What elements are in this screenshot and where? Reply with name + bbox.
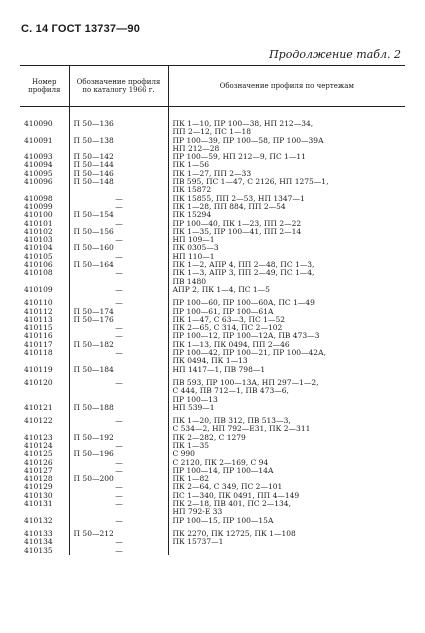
table-row	[20, 538, 405, 546]
drawing-designation-cell	[168, 178, 405, 195]
drawing-designation-cell	[168, 286, 405, 294]
catalog-designation-cell: П 50—212	[69, 525, 168, 538]
drawing-designation-cell	[168, 203, 405, 211]
drawing-designation-cell	[168, 244, 405, 252]
profile-number-cell: 410132	[24, 516, 53, 525]
drawing-designation-cell	[168, 332, 405, 340]
drawing-designation-cell	[168, 294, 405, 307]
table-row	[20, 153, 405, 161]
catalog-designation-cell: —	[69, 220, 168, 228]
table-row	[20, 203, 405, 211]
drawing-designation-line: ПС 1—340, ПК 0491, ПП 4—149	[172, 491, 300, 500]
drawing-designation-line: НП 792-Е 33	[172, 507, 223, 517]
catalog-designation-cell: П 50—146	[69, 170, 168, 178]
catalog-designation-cell: П 50—144	[69, 161, 168, 169]
catalog-designation-cell: П 50—174	[69, 308, 168, 316]
drawing-designation-cell	[168, 412, 405, 434]
drawing-designation-line: ПВ 595, ПС 1—47, С 2126, НП 1275—1,	[172, 178, 329, 187]
drawing-designation-cell	[168, 308, 405, 316]
table-row	[20, 107, 405, 137]
table-row	[20, 459, 405, 467]
drawing-designation-cell	[168, 153, 405, 161]
catalog-designation-cell: П 50—182	[69, 341, 168, 349]
catalog-designation-cell: П 50—136	[69, 107, 168, 137]
catalog-designation-cell: —	[69, 442, 168, 450]
drawing-designation-line: ПК 1—35	[172, 441, 210, 450]
drawing-designation-line: ПВ 1480	[172, 276, 207, 286]
drawing-designation-line: ПК 1—82	[172, 475, 210, 484]
drawing-designation-line: ПК 2—282, С 1279	[172, 433, 246, 442]
catalog-designation-cell: —	[69, 492, 168, 500]
profile-number-cell: 410090	[24, 119, 53, 128]
drawing-designation-line: ПК 2—18, ПВ 401, ПС 2—134,	[172, 500, 291, 509]
drawing-designation-line: ПК 0494, ПК 1—13	[172, 356, 248, 366]
table-row	[20, 269, 405, 286]
drawing-designation-cell	[168, 170, 405, 178]
profile-number-cell: 410105	[24, 252, 53, 261]
profile-number-cell: 410128	[24, 475, 53, 484]
table-row	[20, 475, 405, 483]
drawing-designation-line: ПК 15737—1	[172, 538, 224, 547]
profile-number-cell: 410099	[24, 202, 53, 211]
drawing-designation-cell	[168, 161, 405, 169]
table-row	[20, 220, 405, 228]
catalog-designation-cell: П 50—188	[69, 404, 168, 412]
drawing-designation-cell	[168, 442, 405, 450]
profile-number-cell: 410124	[24, 441, 53, 450]
drawing-designation-cell	[168, 525, 405, 538]
profile-number-cell: 410125	[24, 450, 53, 459]
drawing-designation-cell	[168, 475, 405, 483]
profile-number-cell: 410133	[24, 528, 53, 538]
drawing-designation-cell	[168, 492, 405, 500]
table-row	[20, 236, 405, 244]
profile-number-cell: 410108	[24, 269, 53, 278]
profile-number-cell: 410095	[24, 169, 53, 178]
profile-number-cell: 410093	[24, 153, 53, 162]
catalog-designation-cell: —	[69, 349, 168, 366]
catalog-designation-cell: —	[69, 294, 168, 307]
profile-number-cell: 410134	[24, 538, 53, 547]
profile-number-cell: 410100	[24, 211, 53, 220]
table-row	[20, 178, 405, 195]
drawing-designation-line: АПР 2, ПК 1—4, ПС 1—5	[172, 285, 270, 294]
drawing-designation-cell	[168, 467, 405, 475]
catalog-designation-cell: —	[69, 253, 168, 261]
drawing-designation-cell	[168, 374, 405, 404]
catalog-designation-cell: —	[69, 236, 168, 244]
catalog-designation-cell: —	[69, 324, 168, 332]
drawing-designation-cell	[168, 349, 405, 366]
catalog-designation-cell: —	[69, 500, 168, 517]
table-row	[20, 467, 405, 475]
column-header-drawing-designation: Обозначение профиля по чертежам	[168, 66, 405, 107]
profile-number-cell: 410110	[24, 298, 53, 308]
column-header-profile-number: Номер профиля	[20, 66, 69, 107]
table-row	[20, 286, 405, 294]
drawing-designation-line: ПК 1—2, АПР 4, ПП 2—48, ПС 1—3,	[172, 261, 315, 270]
drawing-designation-line: ПК 2—65, С 314, ПС 2—102	[172, 324, 283, 333]
table-row	[20, 349, 405, 366]
catalog-designation-cell: П 50—192	[69, 434, 168, 442]
table-row	[20, 492, 405, 500]
drawing-designation-line: ПР 100—59, НП 212—9, ПС 1—11	[172, 153, 306, 162]
table-row	[20, 324, 405, 332]
drawing-designation-line: ПК 1—3, АПР 3, ПП 2—49, ПС 1—4,	[172, 269, 315, 278]
drawing-designation-cell	[168, 341, 405, 349]
drawing-designation-line: НП 109—1	[172, 236, 215, 245]
drawing-designation-line: ПК 1—10, ПР 100—38, НП 212—34,	[172, 119, 314, 128]
catalog-designation-cell: П 50—154	[69, 211, 168, 219]
catalog-designation-cell: П 50—156	[69, 228, 168, 236]
profile-number-cell: 410112	[24, 307, 53, 316]
catalog-designation-cell: —	[69, 269, 168, 286]
profile-number-cell: 410118	[24, 349, 53, 358]
profile-number-cell: 410122	[24, 416, 53, 426]
profile-number-cell: 410129	[24, 483, 53, 492]
table-row	[20, 316, 405, 324]
profile-number-cell: 410116	[24, 332, 53, 341]
table-row	[20, 483, 405, 491]
table-row	[20, 195, 405, 203]
table-row	[20, 261, 405, 269]
table-row	[20, 253, 405, 261]
drawing-designation-cell	[168, 220, 405, 228]
table-row	[20, 170, 405, 178]
drawing-designation-cell	[168, 366, 405, 374]
catalog-designation-cell: —	[69, 538, 168, 546]
drawing-designation-line: С 990	[172, 450, 195, 459]
catalog-designation-cell: —	[69, 286, 168, 294]
profile-number-cell: 410121	[24, 403, 53, 412]
page-header: С. 14 ГОСТ 13737—90	[21, 23, 141, 35]
drawing-designation-line: ПК 1—20, ПВ 312, ПВ 513—3,	[172, 416, 291, 426]
drawing-designation-line: ПК 1—47, С 63—3, ПС 1—52	[172, 315, 285, 324]
table-body	[20, 107, 405, 555]
profile-number-cell: 410104	[24, 244, 53, 253]
drawing-designation-cell	[168, 228, 405, 236]
table-row	[20, 137, 405, 154]
table-row	[20, 374, 405, 404]
profile-table	[20, 65, 405, 555]
drawing-designation-cell	[168, 253, 405, 261]
profile-number-cell: 410123	[24, 433, 53, 442]
table-row	[20, 308, 405, 316]
drawing-designation-cell	[168, 107, 405, 137]
drawing-designation-cell	[168, 404, 405, 412]
drawing-designation-cell	[168, 269, 405, 286]
drawing-designation-cell	[168, 195, 405, 203]
catalog-designation-cell: —	[69, 374, 168, 404]
drawing-designation-cell	[168, 483, 405, 491]
catalog-designation-cell: П 50—200	[69, 475, 168, 483]
drawing-designation-line: ПК 1—13, ПК 0494, ПП 2—46	[172, 340, 290, 349]
drawing-designation-line: ПК 15294	[172, 211, 212, 220]
catalog-designation-cell: —	[69, 467, 168, 475]
table-row	[20, 228, 405, 236]
catalog-designation-cell: —	[69, 412, 168, 434]
table-row	[20, 434, 405, 442]
drawing-designation-cell	[168, 538, 405, 546]
profile-number-cell: 410130	[24, 491, 53, 500]
profile-number-cell: 410120	[24, 377, 53, 387]
drawing-designation-line: ПР 100—14, ПР 100—14А	[172, 466, 274, 475]
drawing-designation-line: ПК 1—56	[172, 161, 210, 170]
table-row	[20, 294, 405, 307]
catalog-designation-cell: —	[69, 203, 168, 211]
drawing-designation-line: ПК 15872	[172, 185, 212, 195]
table-row	[20, 442, 405, 450]
drawing-designation-cell	[168, 316, 405, 324]
drawing-designation-line: ПК 2270, ПК 12725, ПК 1—108	[172, 528, 296, 538]
catalog-designation-cell: П 50—184	[69, 366, 168, 374]
profile-number-cell: 410113	[24, 315, 53, 324]
table-row	[20, 211, 405, 219]
profile-number-cell: 410109	[24, 285, 53, 294]
profile-number-cell: 410126	[24, 458, 53, 467]
drawing-designation-cell	[168, 236, 405, 244]
drawing-designation-line: С 444, ПВ 712—1, ПВ 473—6,	[172, 386, 289, 396]
drawing-designation-line: ПК 1—27, ПП 2—33	[172, 169, 252, 178]
drawing-designation-line: НП 539—1	[172, 403, 215, 412]
profile-number-cell: 410098	[24, 194, 53, 203]
catalog-designation-cell: П 50—196	[69, 450, 168, 458]
drawing-designation-line: ПР 100—40, ПК 1—23, ПП 2—22	[172, 219, 302, 228]
drawing-designation-cell	[168, 500, 405, 517]
table-row	[20, 517, 405, 525]
profile-number-cell: 410115	[24, 324, 53, 333]
drawing-designation-line: С 534—2, НП 792—Е31, ПК 2—311	[172, 424, 311, 434]
drawing-designation-line: ПР 100—15, ПР 100—15А	[172, 516, 274, 525]
drawing-designation-line: ПВ 593, ПР 100—13А, НП 297—1—2,	[172, 377, 319, 387]
drawing-designation-line: ПР 100—12, ПР 100—12А, ПВ 473—3	[172, 332, 320, 341]
drawing-designation-line: НП 1417—1, ПВ 798—1	[172, 365, 266, 374]
catalog-designation-cell: П 50—160	[69, 244, 168, 252]
table-continuation-label: Продолжение табл. 2	[269, 48, 401, 61]
drawing-designation-cell	[168, 324, 405, 332]
column-header-catalog-designation: Обозначение профиля по каталогу 1966 г.	[69, 66, 168, 107]
drawing-designation-cell	[168, 459, 405, 467]
catalog-designation-cell: —	[69, 483, 168, 491]
profile-number-cell: 410119	[24, 365, 53, 374]
drawing-designation-line: ПП 2—12, ПС 1—18	[172, 127, 252, 137]
table-row	[20, 332, 405, 340]
profile-number-cell: 410103	[24, 236, 53, 245]
catalog-designation-cell: П 50—164	[69, 261, 168, 269]
profile-number-cell: 410102	[24, 227, 53, 236]
drawing-designation-line: ПК 2—64, С 349, ПС 2—101	[172, 483, 283, 492]
drawing-designation-cell	[168, 434, 405, 442]
table-header-row	[20, 66, 405, 107]
drawing-designation-line: ПР 100—13	[172, 394, 218, 404]
profile-number-cell: 410127	[24, 466, 53, 475]
catalog-designation-cell: —	[69, 517, 168, 525]
table-row	[20, 404, 405, 412]
profile-number-cell: 410101	[24, 219, 53, 228]
drawing-designation-line: С 2120, ПК 2—169, С 94	[172, 458, 269, 467]
drawing-designation-line: ПР 100—61, ПР 100—61А	[172, 307, 274, 316]
table-row	[20, 161, 405, 169]
table-row	[20, 450, 405, 458]
drawing-designation-line: ПК 1—35, ПР 100—41, ПП 2—14	[172, 227, 302, 236]
catalog-designation-cell: —	[69, 459, 168, 467]
drawing-designation-cell	[168, 137, 405, 154]
drawing-designation-cell	[168, 211, 405, 219]
profile-number-cell: 410135	[24, 546, 53, 555]
catalog-designation-cell: —	[69, 332, 168, 340]
drawing-designation-line: ПК 0305—3	[172, 244, 219, 253]
drawing-designation-cell	[168, 450, 405, 458]
table-row	[20, 341, 405, 349]
drawing-designation-line: ПК 1—28, ПП 884, ПП 2—54	[172, 202, 286, 211]
catalog-designation-cell: П 50—142	[69, 153, 168, 161]
drawing-designation-line: НП 212—28	[172, 143, 220, 153]
catalog-designation-cell: —	[69, 195, 168, 203]
table-row	[20, 244, 405, 252]
catalog-designation-cell: —	[69, 547, 168, 555]
drawing-designation-line: ПР 100—39, ПР 100—58, ПР 100—39А	[172, 136, 324, 145]
profile-number-cell: 410106	[24, 261, 53, 270]
table-row	[20, 412, 405, 434]
drawing-designation-line: ПК 15855, ПП 2—53, НП 1347—1	[172, 194, 305, 203]
drawing-designation-line: НП 110—1	[172, 252, 215, 261]
drawing-designation-cell	[168, 547, 405, 555]
drawing-designation-cell	[168, 261, 405, 269]
profile-number-cell: 410091	[24, 136, 53, 145]
drawing-designation-line: ПР 100—60, ПР 100—60А, ПС 1—49	[172, 298, 315, 308]
profile-number-cell: 410096	[24, 178, 53, 187]
profile-number-cell: 410131	[24, 500, 53, 509]
table-row	[20, 547, 405, 555]
catalog-designation-cell: П 50—176	[69, 316, 168, 324]
table-row	[20, 366, 405, 374]
profile-number-cell: 410094	[24, 161, 53, 170]
drawing-designation-cell	[168, 517, 405, 525]
catalog-designation-cell: П 50—148	[69, 178, 168, 195]
table-row	[20, 525, 405, 538]
drawing-designation-line: ПР 100—42, ПР 100—21, ПР 100—42А,	[172, 349, 327, 358]
table-row	[20, 500, 405, 517]
catalog-designation-cell: П 50—138	[69, 137, 168, 154]
profile-number-cell: 410117	[24, 340, 53, 349]
